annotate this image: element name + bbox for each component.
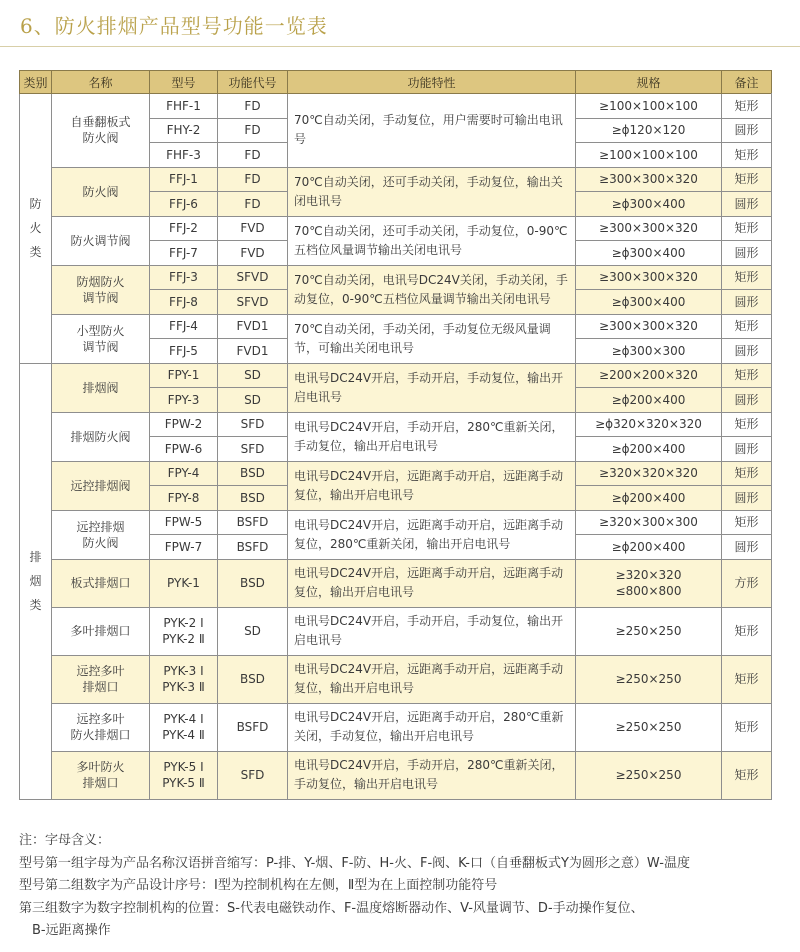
- function-code: SD: [218, 363, 288, 388]
- model-cell: PYK-2 Ⅰ PYK-2 Ⅱ: [150, 607, 218, 655]
- product-name: 防火调节阀: [52, 216, 150, 265]
- shape-cell: 矩形: [722, 751, 772, 799]
- notes-line: 型号第一组字母为产品名称汉语拼音缩写：P-排、Y-烟、F-防、H-火、F-阀、K-口（自垂翻板式Y为圆形之意）W-温度: [19, 855, 690, 871]
- product-name: 小型防火 调节阀: [52, 314, 150, 363]
- shape-cell: 圆形: [722, 486, 772, 511]
- shape-cell: 圆形: [722, 388, 772, 413]
- function-code: BSD: [218, 486, 288, 511]
- table-row: [20, 265, 772, 290]
- spec-cell: ≥300×300×320: [576, 314, 722, 339]
- product-name: 板式排烟口: [52, 559, 150, 607]
- model-cell: FPW-6: [150, 437, 218, 462]
- spec-cell: ≥100×100×100: [576, 143, 722, 168]
- notes-line: 注：字母含义：: [19, 833, 111, 848]
- shape-cell: 矩形: [722, 265, 772, 290]
- table-row: [20, 461, 772, 486]
- model-cell: FHY-2: [150, 118, 218, 143]
- table-row: [20, 751, 772, 799]
- function-description: 电讯号DC24V开启，手动开启，手动复位，输出开启电讯号: [288, 607, 576, 655]
- shape-cell: 矩形: [722, 143, 772, 168]
- spec-cell: ≥300×300×320: [576, 167, 722, 192]
- spec-cell: ≥250×250: [576, 607, 722, 655]
- header-shape: 备注: [722, 71, 772, 94]
- function-description: 电讯号DC24V开启，手动开启，280℃重新关闭，手动复位，输出开启电讯号: [288, 751, 576, 799]
- shape-cell: 圆形: [722, 118, 772, 143]
- product-name: 远控排烟 防火阀: [52, 510, 150, 559]
- table-row: [20, 703, 772, 751]
- function-code: BSFD: [218, 535, 288, 560]
- shape-cell: 圆形: [722, 339, 772, 364]
- model-cell: FPY-1: [150, 363, 218, 388]
- model-cell: FHF-3: [150, 143, 218, 168]
- spec-cell: ≥320×300×300: [576, 510, 722, 535]
- table-row: [20, 510, 772, 535]
- spec-cell: ≥ϕ120×120: [576, 118, 722, 143]
- model-cell: FPY-3: [150, 388, 218, 413]
- table-row: [20, 314, 772, 339]
- category-cell: 防 火 类: [20, 94, 52, 364]
- model-cell: FFJ-4: [150, 314, 218, 339]
- spec-cell: ≥ϕ200×400: [576, 486, 722, 511]
- product-name: 排烟阀: [52, 363, 150, 412]
- spec-cell: ≥ϕ200×400: [576, 388, 722, 413]
- notes-line: B-远距离操作: [19, 923, 111, 938]
- spec-cell: ≥320×320 ≤800×800: [576, 559, 722, 607]
- function-description: 电讯号DC24V开启，远距离手动开启，远距离手动复位，280℃重新关闭，输出开启电讯号: [288, 510, 576, 559]
- shape-cell: 矩形: [722, 510, 772, 535]
- spec-cell: ≥ϕ300×400: [576, 290, 722, 315]
- function-description: 电讯号DC24V开启，远距离手动开启，280℃重新关闭，手动复位，输出开启电讯号: [288, 703, 576, 751]
- shape-cell: 矩形: [722, 703, 772, 751]
- table-row: [20, 216, 772, 241]
- header-model: 型号: [150, 71, 218, 94]
- table-row: [20, 607, 772, 655]
- shape-cell: 圆形: [722, 437, 772, 462]
- spec-cell: ≥ϕ300×300: [576, 339, 722, 364]
- spec-cell: ≥100×100×100: [576, 94, 722, 119]
- notes-line: 第三组数字为数字控制机构的位置：S-代表电磁铁动作、F-温度熔断器动作、V-风量调节、D-手动操作复位、: [19, 900, 644, 916]
- function-description: 70℃自动关闭，电讯号DC24V关闭，手动关闭，手动复位，0-90℃五档位风量调节输出关闭电讯号: [288, 265, 576, 314]
- model-cell: FFJ-8: [150, 290, 218, 315]
- model-cell: FPY-4: [150, 461, 218, 486]
- function-code: FD: [218, 192, 288, 217]
- spec-cell: ≥ϕ300×400: [576, 192, 722, 217]
- function-description: 70℃自动关闭，还可手动关闭，手动复位，0-90℃五档位风量调节输出关闭电讯号: [288, 216, 576, 265]
- header-code: 功能代号: [218, 71, 288, 94]
- function-description: 电讯号DC24V开启，远距离手动开启，远距离手动复位，输出开启电讯号: [288, 461, 576, 510]
- shape-cell: 矩形: [722, 314, 772, 339]
- shape-cell: 矩形: [722, 94, 772, 119]
- shape-cell: 矩形: [722, 167, 772, 192]
- function-description: 电讯号DC24V开启，远距离手动开启，远距离手动复位，输出开启电讯号: [288, 655, 576, 703]
- shape-cell: 圆形: [722, 241, 772, 266]
- model-cell: FFJ-3: [150, 265, 218, 290]
- function-code: FVD1: [218, 314, 288, 339]
- function-code: SFD: [218, 437, 288, 462]
- category-cell: 排 烟 类: [20, 363, 52, 799]
- spec-cell: ≥200×200×320: [576, 363, 722, 388]
- header-function: 功能特性: [288, 71, 576, 94]
- function-description: 70℃自动关闭，手动复位，用户需要时可输出电讯号: [288, 94, 576, 168]
- model-cell: PYK-5 Ⅰ PYK-5 Ⅱ: [150, 751, 218, 799]
- notes-line: 型号第二组数字为产品设计序号：Ⅰ型为控制机构在左侧，Ⅱ型为在上面控制功能符号: [19, 878, 498, 893]
- model-cell: FFJ-1: [150, 167, 218, 192]
- product-name: 防火阀: [52, 167, 150, 216]
- function-code: BSFD: [218, 510, 288, 535]
- page-title: 6、防火排烟产品型号功能一览表: [20, 14, 328, 38]
- spec-cell: ≥320×320×320: [576, 461, 722, 486]
- header-spec: 规格: [576, 71, 722, 94]
- function-code: FVD: [218, 241, 288, 266]
- function-code: FD: [218, 94, 288, 119]
- function-code: SFD: [218, 751, 288, 799]
- product-name: 远控多叶 防火排烟口: [52, 703, 150, 751]
- function-code: FVD: [218, 216, 288, 241]
- function-code: BSD: [218, 461, 288, 486]
- shape-cell: 圆形: [722, 535, 772, 560]
- table-row: [20, 363, 772, 388]
- model-cell: FPW-5: [150, 510, 218, 535]
- function-code: FD: [218, 143, 288, 168]
- function-description: 电讯号DC24V开启，手动开启，手动复位，输出开启电讯号: [288, 363, 576, 412]
- function-code: BSD: [218, 559, 288, 607]
- shape-cell: 矩形: [722, 461, 772, 486]
- function-code: SD: [218, 607, 288, 655]
- title-divider: [0, 46, 800, 47]
- function-description: 电讯号DC24V开启，手动开启，280℃重新关闭，手动复位，输出开启电讯号: [288, 412, 576, 461]
- model-cell: FFJ-7: [150, 241, 218, 266]
- product-name: 多叶排烟口: [52, 607, 150, 655]
- model-cell: FFJ-2: [150, 216, 218, 241]
- product-name: 自垂翻板式 防火阀: [52, 94, 150, 168]
- shape-cell: 矩形: [722, 363, 772, 388]
- function-description: 70℃自动关闭，手动关闭，手动复位无级风量调节，可输出关闭电讯号: [288, 314, 576, 363]
- spec-cell: ≥ϕ320×320×320: [576, 412, 722, 437]
- function-code: SFD: [218, 412, 288, 437]
- table-body: [20, 94, 772, 800]
- notes-block: [19, 830, 690, 943]
- table-row: [20, 167, 772, 192]
- function-code: FD: [218, 118, 288, 143]
- table-row: [20, 655, 772, 703]
- model-cell: FFJ-5: [150, 339, 218, 364]
- spec-cell: ≥ϕ200×400: [576, 535, 722, 560]
- table-row: [20, 559, 772, 607]
- shape-cell: 矩形: [722, 412, 772, 437]
- function-code: SFVD: [218, 265, 288, 290]
- function-code: FD: [218, 167, 288, 192]
- function-code: BSD: [218, 655, 288, 703]
- model-cell: FPY-8: [150, 486, 218, 511]
- function-code: SFVD: [218, 290, 288, 315]
- shape-cell: 矩形: [722, 607, 772, 655]
- spec-cell: ≥ϕ200×400: [576, 437, 722, 462]
- product-name: 防烟防火 调节阀: [52, 265, 150, 314]
- model-cell: PYK-3 Ⅰ PYK-3 Ⅱ: [150, 655, 218, 703]
- spec-cell: ≥300×300×320: [576, 216, 722, 241]
- function-code: SD: [218, 388, 288, 413]
- table-row: [20, 94, 772, 119]
- product-name: 多叶防火 排烟口: [52, 751, 150, 799]
- shape-cell: 矩形: [722, 655, 772, 703]
- function-description: 电讯号DC24V开启，远距离手动开启，远距离手动复位，输出开启电讯号: [288, 559, 576, 607]
- spec-cell: ≥250×250: [576, 703, 722, 751]
- function-code: BSFD: [218, 703, 288, 751]
- model-cell: PYK-4 Ⅰ PYK-4 Ⅱ: [150, 703, 218, 751]
- header-row: [20, 71, 772, 94]
- product-name: 远控排烟阀: [52, 461, 150, 510]
- header-category: 类别: [20, 71, 52, 94]
- spec-cell: ≥300×300×320: [576, 265, 722, 290]
- header-name: 名称: [52, 71, 150, 94]
- shape-cell: 矩形: [722, 216, 772, 241]
- product-name: 排烟防火阀: [52, 412, 150, 461]
- product-name: 远控多叶 排烟口: [52, 655, 150, 703]
- function-description: 70℃自动关闭，还可手动关闭，手动复位，输出关闭电讯号: [288, 167, 576, 216]
- model-cell: FPW-2: [150, 412, 218, 437]
- model-cell: FHF-1: [150, 94, 218, 119]
- shape-cell: 圆形: [722, 290, 772, 315]
- product-table: [19, 70, 772, 800]
- shape-cell: 方形: [722, 559, 772, 607]
- table-row: [20, 412, 772, 437]
- model-cell: PYK-1: [150, 559, 218, 607]
- model-cell: FFJ-6: [150, 192, 218, 217]
- spec-cell: ≥250×250: [576, 655, 722, 703]
- spec-cell: ≥ϕ300×400: [576, 241, 722, 266]
- shape-cell: 圆形: [722, 192, 772, 217]
- model-cell: FPW-7: [150, 535, 218, 560]
- function-code: FVD1: [218, 339, 288, 364]
- spec-cell: ≥250×250: [576, 751, 722, 799]
